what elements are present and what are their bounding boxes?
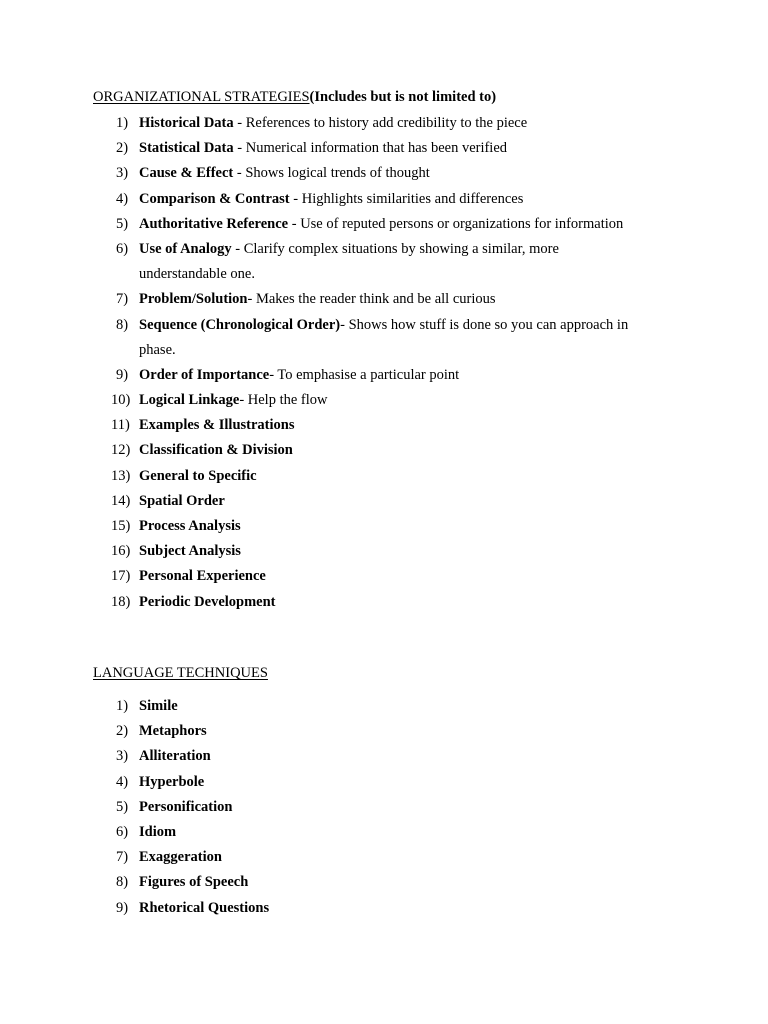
list-item bbox=[0, 161, 768, 186]
list-item-text bbox=[139, 212, 679, 237]
list-item bbox=[0, 413, 768, 438]
list-item-text bbox=[139, 539, 679, 564]
list-item-term: Figures of Speech bbox=[139, 874, 249, 891]
list-item-text bbox=[139, 388, 679, 413]
list-item-term: Subject Analysis bbox=[139, 543, 241, 560]
list-item-description-continued: phase. bbox=[139, 341, 176, 358]
organizational-heading-sub: (Includes but is not limited to) bbox=[309, 89, 497, 105]
list-item-number: 7) bbox=[116, 849, 129, 866]
list-item bbox=[0, 212, 768, 237]
list-item-text bbox=[139, 514, 679, 539]
list-item bbox=[0, 489, 768, 514]
list-item-number: 16) bbox=[111, 543, 131, 560]
list-item-term: Logical Linkage bbox=[139, 392, 240, 409]
list-item-text bbox=[139, 795, 679, 820]
list-item-term: Use of Analogy bbox=[139, 240, 232, 257]
list-item-description: - To emphasise a particular point bbox=[269, 366, 460, 383]
list-item-text bbox=[139, 896, 679, 921]
list-item bbox=[0, 237, 768, 287]
list-item-text bbox=[139, 413, 679, 438]
list-item bbox=[0, 111, 768, 136]
list-item bbox=[0, 539, 768, 564]
list-item-term: Spatial Order bbox=[139, 492, 225, 509]
list-item-term: Periodic Development bbox=[139, 593, 276, 610]
list-item-number: 8) bbox=[116, 316, 129, 333]
list-item bbox=[0, 313, 768, 363]
list-item-text bbox=[139, 694, 679, 719]
list-item bbox=[0, 136, 768, 161]
language-techniques-heading bbox=[93, 664, 268, 682]
list-item-text bbox=[139, 287, 679, 312]
language-heading-main: LANGUAGE TECHNIQUES bbox=[93, 665, 268, 681]
list-item-term: Sequence (Chronological Order) bbox=[139, 316, 341, 333]
list-item-number: 7) bbox=[116, 291, 129, 308]
list-item-text bbox=[139, 464, 679, 489]
list-item bbox=[0, 464, 768, 489]
list-item-term: Process Analysis bbox=[139, 518, 241, 535]
list-item-term: General to Specific bbox=[139, 467, 257, 484]
list-item-term: Personification bbox=[139, 798, 233, 815]
list-item-term: Rhetorical Questions bbox=[139, 899, 270, 916]
list-item-number: 13) bbox=[111, 467, 131, 484]
list-item-number: 6) bbox=[116, 240, 129, 257]
list-item-term: Examples & Illustrations bbox=[139, 417, 295, 434]
list-item bbox=[0, 363, 768, 388]
list-item bbox=[0, 870, 768, 895]
list-item-description: - Clarify complex situations by showing a similar, more bbox=[231, 240, 559, 257]
list-item-term: Authoritative Reference bbox=[139, 215, 289, 232]
list-item-description: - Highlights similarities and differences bbox=[289, 190, 524, 207]
list-item-text bbox=[139, 237, 679, 287]
list-item bbox=[0, 388, 768, 413]
list-item-text bbox=[139, 313, 679, 363]
list-item-number: 6) bbox=[116, 823, 129, 840]
organizational-strategies-list bbox=[0, 111, 768, 615]
list-item-term: Alliteration bbox=[139, 748, 211, 765]
list-item-text bbox=[139, 590, 679, 615]
list-item-description: - Use of reputed persons or organizations for information bbox=[288, 215, 624, 232]
list-item bbox=[0, 694, 768, 719]
list-item-number: 17) bbox=[111, 568, 131, 585]
list-item bbox=[0, 719, 768, 744]
list-item-term: Cause & Effect bbox=[139, 165, 234, 182]
list-item-text bbox=[139, 845, 679, 870]
list-item bbox=[0, 845, 768, 870]
list-item-number: 15) bbox=[111, 518, 131, 535]
list-item-text bbox=[139, 719, 679, 744]
list-item bbox=[0, 770, 768, 795]
list-item-number: 10) bbox=[111, 392, 131, 409]
list-item-description: - Shows logical trends of thought bbox=[233, 165, 430, 182]
list-item-number: 9) bbox=[116, 899, 129, 916]
list-item-number: 11) bbox=[111, 417, 130, 434]
list-item-description: - Shows how stuff is done so you can approach in bbox=[340, 316, 629, 333]
list-item-number: 18) bbox=[111, 593, 131, 610]
list-item-text bbox=[139, 161, 679, 186]
list-item bbox=[0, 514, 768, 539]
list-item-text bbox=[139, 438, 679, 463]
list-item-term: Exaggeration bbox=[139, 849, 222, 866]
list-item-term: Idiom bbox=[139, 823, 177, 840]
list-item-number: 14) bbox=[111, 492, 131, 509]
list-item-number: 4) bbox=[116, 190, 129, 207]
list-item bbox=[0, 795, 768, 820]
list-item-term: Order of Importance bbox=[139, 366, 270, 383]
list-item bbox=[0, 820, 768, 845]
list-item bbox=[0, 896, 768, 921]
list-item-number: 12) bbox=[111, 442, 131, 459]
list-item-number: 9) bbox=[116, 366, 129, 383]
list-item-term: Classification & Division bbox=[139, 442, 293, 459]
list-item bbox=[0, 438, 768, 463]
list-item-number: 4) bbox=[116, 773, 129, 790]
list-item-text bbox=[139, 770, 679, 795]
list-item bbox=[0, 590, 768, 615]
list-item-number: 5) bbox=[116, 798, 129, 815]
list-item-text bbox=[139, 187, 679, 212]
list-item-number: 1) bbox=[116, 698, 129, 714]
list-item-term: Comparison & Contrast bbox=[139, 190, 290, 207]
list-item-term: Metaphors bbox=[139, 723, 207, 740]
list-item-description: - Help the flow bbox=[239, 392, 328, 409]
list-item-text bbox=[139, 111, 679, 136]
list-item-term: Problem/Solution bbox=[139, 291, 248, 308]
list-item-text bbox=[139, 744, 679, 769]
list-item-number: 2) bbox=[116, 723, 129, 740]
list-item bbox=[0, 564, 768, 589]
language-techniques-list bbox=[0, 694, 768, 921]
list-item-number: 5) bbox=[116, 215, 129, 232]
list-item bbox=[0, 187, 768, 212]
list-item-description: - Makes the reader think and be all curious bbox=[247, 291, 496, 308]
organizational-heading-main: ORGANIZATIONAL STRATEGIES bbox=[93, 89, 310, 105]
list-item bbox=[0, 287, 768, 312]
list-item-text bbox=[139, 820, 679, 845]
list-item-text bbox=[139, 489, 679, 514]
list-item-text bbox=[139, 136, 679, 161]
list-item-description: - Numerical information that has been verified bbox=[233, 140, 508, 157]
list-item-number: 3) bbox=[116, 748, 129, 765]
list-item bbox=[0, 744, 768, 769]
list-item-term: Personal Experience bbox=[139, 568, 266, 585]
list-item-number: 2) bbox=[116, 140, 129, 157]
list-item-text bbox=[139, 564, 679, 589]
list-item-description: - References to history add credibility to the piece bbox=[233, 115, 528, 131]
list-item-term: Simile bbox=[139, 698, 178, 714]
list-item-term: Statistical Data bbox=[139, 140, 234, 157]
list-item-text bbox=[139, 870, 679, 895]
list-item-number: 1) bbox=[116, 115, 129, 131]
list-item-description-continued: understandable one. bbox=[139, 266, 255, 283]
list-item-term: Hyperbole bbox=[139, 773, 205, 790]
list-item-term: Historical Data bbox=[139, 115, 234, 131]
list-item-number: 8) bbox=[116, 874, 129, 891]
list-item-text bbox=[139, 363, 679, 388]
list-item-number: 3) bbox=[116, 165, 129, 182]
organizational-strategies-heading bbox=[93, 88, 496, 106]
